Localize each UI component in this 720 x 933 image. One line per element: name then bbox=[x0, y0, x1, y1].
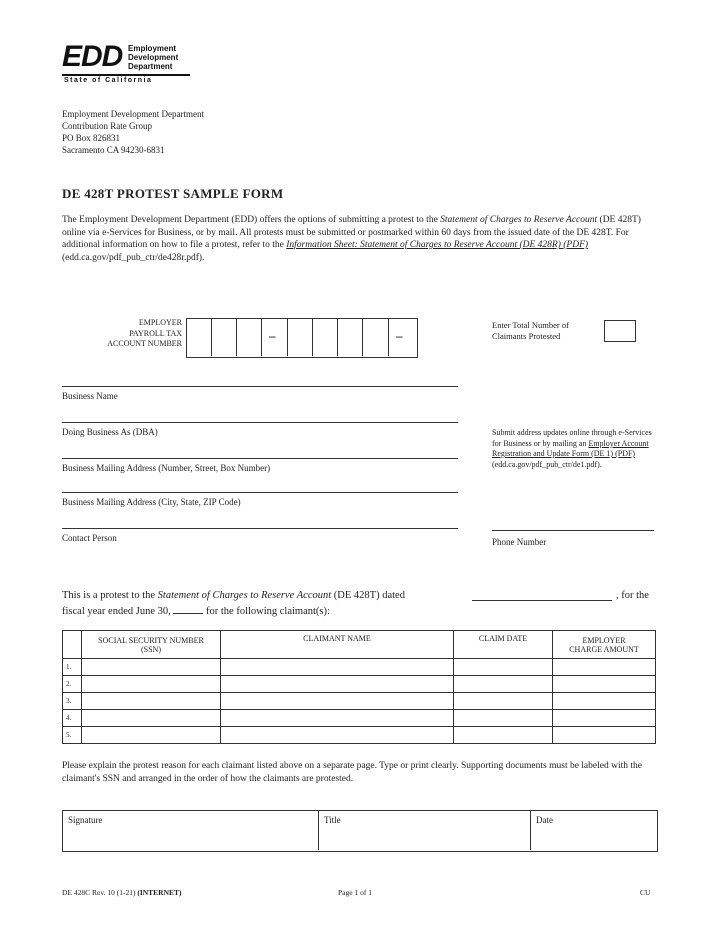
claim-date-cell[interactable] bbox=[454, 676, 553, 693]
claim-date-cell[interactable] bbox=[454, 727, 553, 744]
table-row bbox=[63, 710, 656, 727]
ssn-cell[interactable] bbox=[82, 676, 221, 693]
protest-statement: This is a protest to the Statement of Charges to Reserve Account (DE 428T) dated , for the fiscal year ended June 30, for the following claimant(s): bbox=[62, 590, 649, 617]
business-name-label: Business Name bbox=[62, 391, 118, 401]
claim-date-cell[interactable] bbox=[454, 659, 553, 676]
table-row bbox=[63, 727, 656, 744]
charge-amount-header: EMPLOYER CHARGE AMOUNT bbox=[553, 631, 656, 659]
business-name-line[interactable] bbox=[62, 386, 458, 387]
address-update-note: Submit address updates online through e-Services for Business or by mailing an Employer Account Registration and Update Form (DE 1) (PDF) (edd.ca.gov/pdf_pub_ctr/de1.pdf). bbox=[492, 428, 652, 469]
edd-logo-text: Employment Development Department bbox=[128, 44, 179, 71]
row-number: 1. bbox=[63, 659, 82, 676]
charge-amount-cell[interactable] bbox=[553, 693, 656, 710]
contact-line[interactable] bbox=[62, 528, 458, 529]
account-dash: – bbox=[396, 328, 403, 343]
row-number: 3. bbox=[63, 693, 82, 710]
account-box-divider bbox=[312, 318, 313, 356]
signature-box bbox=[62, 810, 658, 852]
signature-field[interactable]: Signature bbox=[68, 815, 103, 825]
edd-logo-state: State of California bbox=[64, 77, 153, 84]
charge-amount-cell[interactable] bbox=[553, 676, 656, 693]
ssn-cell[interactable] bbox=[82, 659, 221, 676]
claim-date-header: CLAIM DATE bbox=[454, 631, 553, 659]
claim-date-cell[interactable] bbox=[454, 693, 553, 710]
account-number-boxes[interactable] bbox=[186, 318, 418, 358]
form-title: DE 428T PROTEST SAMPLE FORM bbox=[62, 186, 284, 201]
footer-form-id: DE 428C Rev. 10 (1-21) (INTERNET) bbox=[62, 888, 182, 897]
claimant-name-cell[interactable] bbox=[221, 659, 454, 676]
ssn-cell[interactable] bbox=[82, 693, 221, 710]
account-box-divider bbox=[337, 318, 338, 356]
fiscal-year-blank[interactable] bbox=[173, 603, 203, 614]
mailing-street-line[interactable] bbox=[62, 458, 458, 459]
return-address: Employment Development Department Contribution Rate Group PO Box 826831 Sacramento CA 94230-6831 bbox=[62, 109, 204, 155]
phone-line[interactable] bbox=[492, 530, 654, 531]
table-row-number-header bbox=[63, 631, 82, 659]
table-row bbox=[63, 676, 656, 693]
row-number: 5. bbox=[63, 727, 82, 744]
ssn-cell[interactable] bbox=[82, 727, 221, 744]
edd-logo-mark: EDD bbox=[62, 40, 123, 73]
total-claimants-box[interactable] bbox=[604, 320, 636, 342]
de1-form-link[interactable]: Employer Account Registration and Update Form (DE 1) (PDF) bbox=[492, 438, 649, 458]
claimant-name-cell[interactable] bbox=[221, 710, 454, 727]
table-row bbox=[63, 659, 656, 676]
dba-line[interactable] bbox=[62, 422, 458, 423]
logo-rule bbox=[62, 74, 190, 76]
claimant-name-header: CLAIMANT NAME bbox=[221, 631, 454, 659]
signature-divider bbox=[318, 810, 319, 850]
charge-amount-cell[interactable] bbox=[553, 710, 656, 727]
edd-logo bbox=[62, 40, 202, 90]
signature-divider bbox=[530, 810, 531, 850]
table-header-row bbox=[63, 631, 656, 659]
ssn-cell[interactable] bbox=[82, 710, 221, 727]
claimant-name-cell[interactable] bbox=[221, 727, 454, 744]
dba-label: Doing Business As (DBA) bbox=[62, 427, 158, 437]
claim-date-cell[interactable] bbox=[454, 710, 553, 727]
row-number: 4. bbox=[63, 710, 82, 727]
date-field[interactable]: Date bbox=[536, 815, 553, 825]
account-box-divider bbox=[236, 318, 237, 356]
phone-label: Phone Number bbox=[492, 537, 547, 547]
claimant-table bbox=[62, 630, 656, 744]
claimant-name-cell[interactable] bbox=[221, 693, 454, 710]
account-number-label: EMPLOYER PAYROLL TAX ACCOUNT NUMBER bbox=[107, 318, 182, 348]
claimant-name-cell[interactable] bbox=[221, 676, 454, 693]
charge-amount-cell[interactable] bbox=[553, 727, 656, 744]
footer-page-number: Page 1 of 1 bbox=[338, 888, 372, 897]
intro-paragraph: The Employment Development Department (EDD) offers the options of submitting a protest to the Statement of Charges to Reserve Account (DE 428T) online via e-Services for Business, or by mail. All protests must be submitted or postmarked within 60 days from the issued date of the DE 428T. For additional information on how to file a protest, refer to the Information Sheet: Statement of Charges to Reserve Account (DE 428R) (PDF) (edd.ca.gov/pdf_pub_ctr/de428r.pdf). bbox=[62, 215, 641, 263]
account-box-divider bbox=[211, 318, 212, 356]
account-box-divider bbox=[388, 318, 389, 356]
charge-amount-cell[interactable] bbox=[553, 659, 656, 676]
account-box-divider bbox=[362, 318, 363, 356]
ssn-header: SOCIAL SECURITY NUMBER (SSN) bbox=[82, 631, 221, 659]
mailing-city-label: Business Mailing Address (City, State, ZIP Code) bbox=[62, 497, 241, 507]
table-row bbox=[63, 693, 656, 710]
contact-label: Contact Person bbox=[62, 533, 117, 543]
account-box-divider bbox=[261, 318, 262, 356]
info-sheet-link[interactable]: Information Sheet: Statement of Charges to Reserve Account (DE 428R) (PDF) bbox=[286, 240, 589, 250]
account-dash: – bbox=[269, 328, 276, 343]
footer-code: CU bbox=[640, 888, 651, 897]
row-number: 2. bbox=[63, 676, 82, 693]
dated-blank[interactable] bbox=[472, 600, 612, 601]
title-field[interactable]: Title bbox=[324, 815, 341, 825]
mailing-street-label: Business Mailing Address (Number, Street, Box Number) bbox=[62, 463, 271, 473]
explain-paragraph: Please explain the protest reason for each claimant listed above on a separate page. Type or print clearly. Supporting documents must be labeled with the claimant's SSN and arranged in the order of how the claimants are protested. bbox=[62, 761, 642, 784]
mailing-city-line[interactable] bbox=[62, 492, 458, 493]
total-claimants-label: Enter Total Number of Claimants Protested bbox=[492, 320, 569, 341]
account-box-divider bbox=[287, 318, 288, 356]
